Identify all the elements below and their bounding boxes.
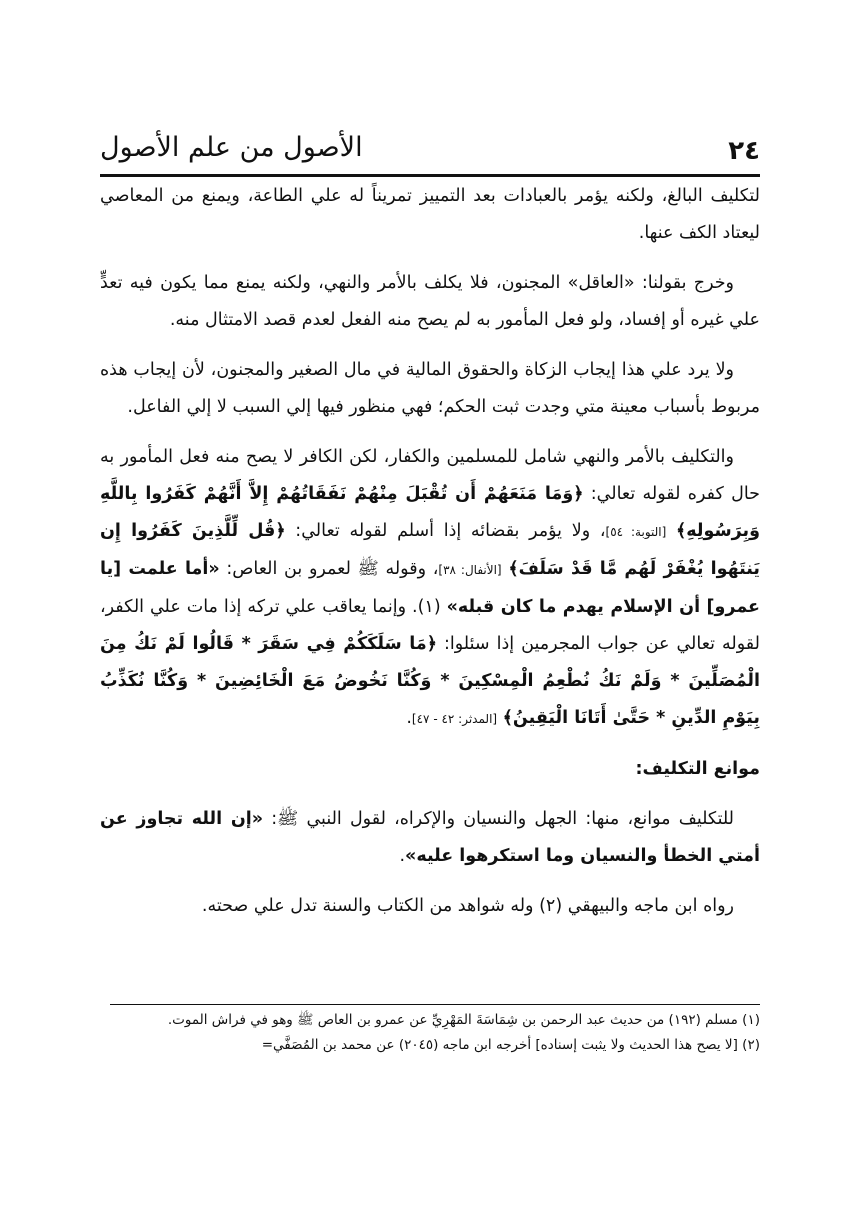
text-segment: ، وقوله ﷺ لعمرو بن العاص:: [219, 559, 439, 579]
hadith-quote: «إن الله تجاوز عن أمتي الخطأ والنسيان وما استكرهوا عليه»: [100, 809, 760, 866]
paragraph-continuation: لتكليف البالغ، ولكنه يؤمر بالعبادات بعد التمييز تمريناً له علي الطاعة، ويمنع من المعاصي ليعتاد الكف عنها.: [100, 186, 760, 243]
paragraph-narration: رواه ابن ماجه والبيهقي (٢) وله شواهد من الكتاب والسنة تدل علي صحته.: [201, 896, 734, 916]
paragraph-impediments: [100, 801, 760, 875]
page-number: ٢٤: [728, 136, 760, 166]
footnote-marker: (١).: [406, 597, 447, 617]
footnote-divider: [110, 1004, 760, 1005]
text-segment: .: [399, 846, 406, 866]
paragraph-disbelievers-obligation: [100, 439, 760, 738]
verse-reference: [التوبة: ٥٤]: [605, 525, 667, 539]
section-heading: موانع التكليف:: [635, 759, 760, 779]
main-text: [100, 178, 760, 938]
book-title: الأصول من علم الأصول: [100, 132, 363, 163]
text-segment: والتكليف بالأمر والنهي شامل للمسلمين والكفار، لكن الكافر لا يصح منه فعل المأمور به حال كفره لقوله تعالي:: [100, 447, 760, 504]
quran-quote: ﴿مَا سَلَكَكُمْ فِي سَقَرَ * قَالُوا لَمْ نَكُ مِنَ الْمُصَلِّينَ * وَلَمْ نَكُ نُطْعِمُ الْمِسْكِينَ * وَكُنَّا نَخُوضُ مَعَ الْخَائِضِينَ * وَكُنَّا نُكَذِّبُ بِيَوْمِ الدِّينِ * حَتَّىٰ أَتَانَا الْيَقِينُ﴾: [100, 634, 760, 728]
header-divider: [100, 174, 760, 177]
text-segment: للتكليف موانع، منها: الجهل والنسيان والإكراه، لقول النبي ﷺ:: [263, 809, 734, 829]
text-segment: .: [406, 708, 412, 728]
footnote-2: (٢) [لا يصح هذا الحديث ولا يثبت إسناده] أخرجه ابن ماجه (٢٠٤٥) عن محمد بن المُصَفَّي=: [261, 1037, 760, 1053]
quran-quote: ﴿وَمَا مَنَعَهُمْ أَن تُقْبَلَ مِنْهُمْ نَفَقَاتُهُمْ إِلاَّ أَنَّهُمْ كَفَرُوا بِاللَّهِ وَبِرَسُولِهِ﴾: [100, 484, 760, 541]
footnote-1: (١) مسلم (١٩٢) من حديث عبد الرحمن بن شِمَاسَةَ المَهْرِيِّ عن عمرو بن العاص ﷺ وهو في فراش الموت.: [167, 1012, 760, 1028]
footnotes: [100, 1008, 760, 1058]
hadith-quote: «أما علمت [يا عمرو] أن الإسلام يهدم ما كان قبله»: [100, 559, 761, 617]
text-segment: ، ولا يؤمر بقضائه إذا أسلم لقوله تعالي:: [285, 521, 606, 541]
verse-reference: [الأنفال: ٣٨]: [438, 563, 502, 577]
text-segment: وإنما يعاقب علي تركه إذا مات علي الكفر، لقوله تعالي عن جواب المجرمين إذا سئلوا:: [100, 597, 760, 654]
paragraph-zakat-objection: ولا يرد علي هذا إيجاب الزكاة والحقوق المالية في مال الصغير والمجنون، لأن إيجاب هذه مربوط بأسباب معينة متي وجدت ثبت الحكم؛ فهي منظور فيها إلي السبب لا إلي الفاعل.: [100, 360, 760, 417]
running-header: [100, 132, 760, 172]
verse-reference: [المدثر: ٤٢ - ٤٧]: [411, 712, 498, 726]
quran-quote: ﴿قُل لِّلَّذِينَ كَفَرُوا إِن يَنتَهُوا يُغْفَرْ لَهُم مَّا قَدْ سَلَفَ﴾: [100, 521, 761, 579]
paragraph-insane-exclusion: وخرج بقولنا: «العاقل» المجنون، فلا يكلف بالأمر والنهي، ولكنه يمنع مما يكون فيه تعدٍّ علي غيره أو إفساد، ولو فعل المأمور به لم يصح منه الفعل لعدم قصد الامتثال منه.: [100, 273, 760, 330]
